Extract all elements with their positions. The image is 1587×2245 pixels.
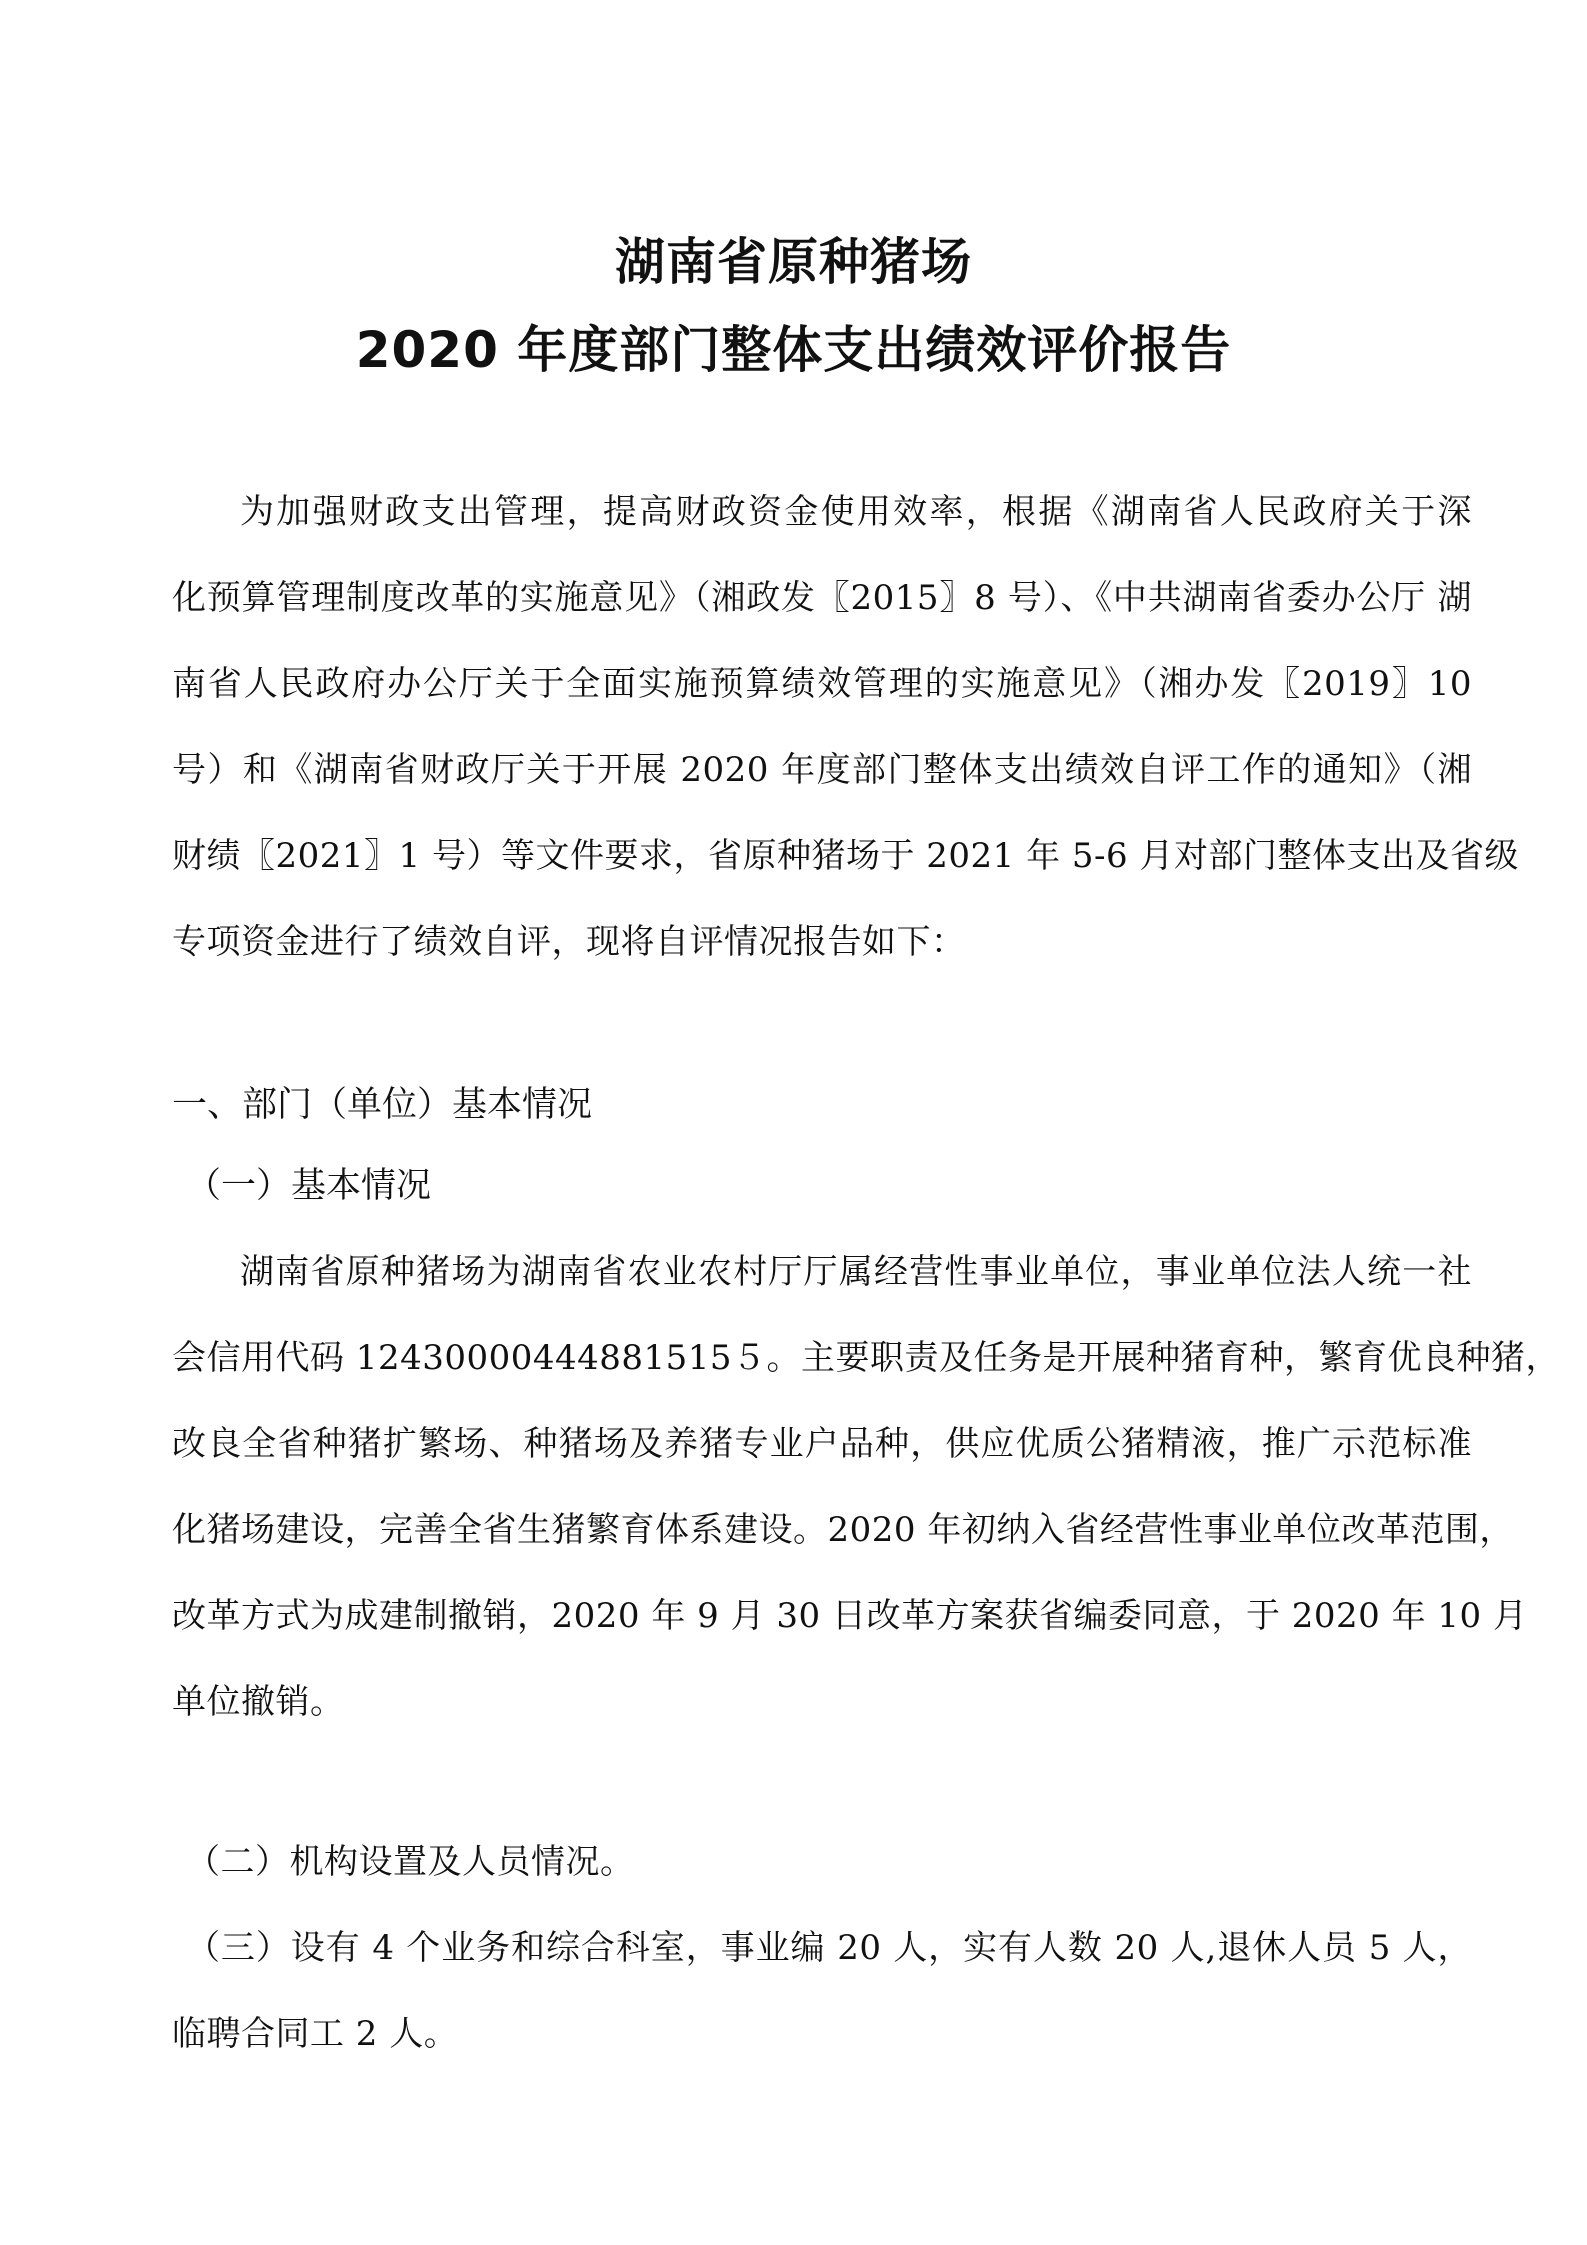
basic-info-line: 改革方式为成建制撤销，2020 年 9 月 30 日改革方案获省编委同意，于 2020 年 10 月 [172,1596,1528,1636]
intro-line: 南省人民政府办公厅关于全面实施预算绩效管理的实施意见》（湘办发〖2019〗10 [172,664,1472,704]
document-title-line1: 湖南省原种猪场 [615,233,972,291]
basic-info-line: 会信用代码 12430000444881515５。主要职责及任务是开展种猪育种，繁育优良种猪， [172,1338,1561,1378]
basic-info-line: 单位撤销。 [172,1682,345,1722]
intro-line: 号）和《湖南省财政厅关于开展 2020 年度部门整体支出绩效自评工作的通知》（湘 [172,750,1472,790]
basic-info-line: 化猪场建设，完善全省生猪繁育体系建设。2020 年初纳入省经营性事业单位改革范围， [172,1510,1514,1550]
basic-info-line: 改良全省种猪扩繁场、种猪场及养猪专业户品种，供应优质公猪精液，推广示范标准 [172,1424,1472,1464]
intro-line: 化预算管理制度改革的实施意见》（湘政发〖2015〗8 号）、《中共湖南省委办公厅 湖 [172,578,1472,618]
subsection3-line: （三）设有 4 个业务和综合科室，事业编 20 人，实有人数 20 人,退休人员 5 人， [186,1928,1472,1968]
intro-line: 财绩〖2021〗1 号）等文件要求，省原种猪场于 2021 年 5-6 月对部门整体支出及省级 [172,836,1519,876]
intro-line: 专项资金进行了绩效自评，现将自评情况报告如下： [172,922,966,962]
intro-line: 为加强财政支出管理，提高财政资金使用效率，根据《湖南省人民政府关于深 [240,492,1472,532]
section1-heading: 一、部门（单位）基本情况 [172,1085,593,1125]
document-title-line2: 2020 年度部门整体支出绩效评价报告 [355,321,1232,379]
subsection2-text: （二）机构设置及人员情况。 [186,1842,635,1882]
subsection3-line: 临聘合同工 2 人。 [172,2014,459,2054]
subsection1-heading: （一）基本情况 [186,1166,432,1206]
basic-info-line: 湖南省原种猪场为湖南省农业农村厅厅属经营性事业单位，事业单位法人统一社 [240,1252,1472,1292]
